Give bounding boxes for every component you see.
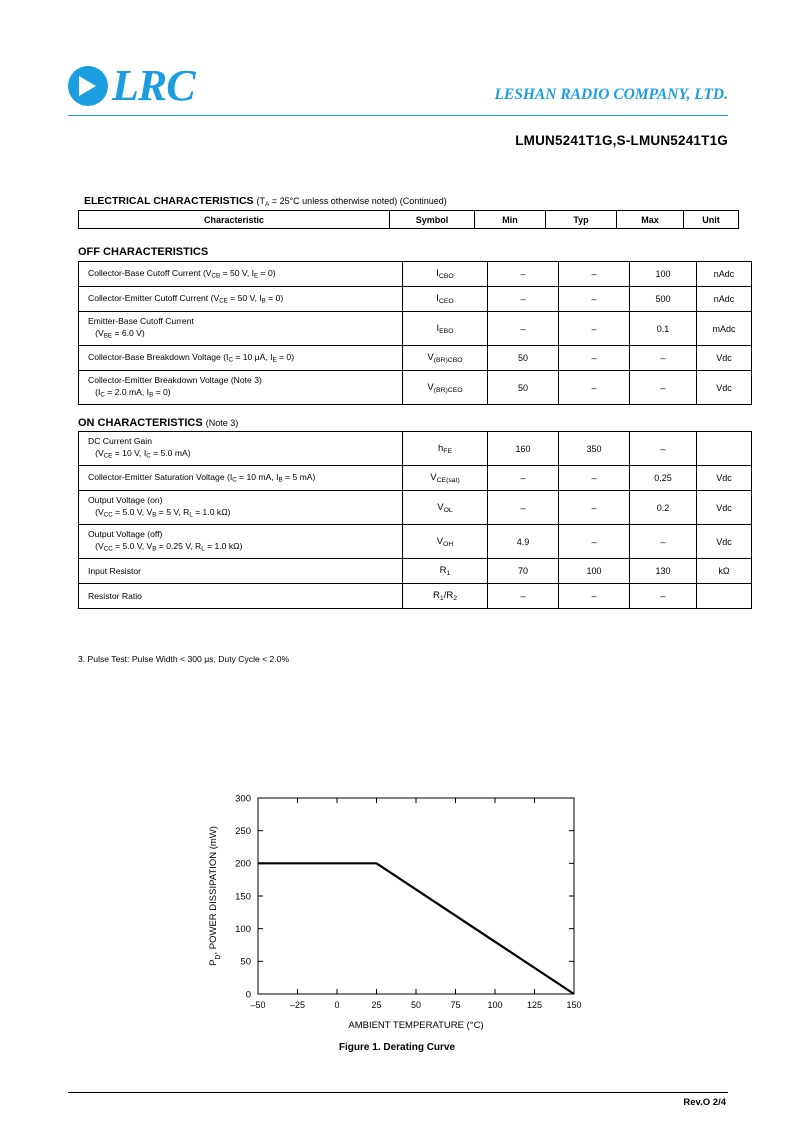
table-row bbox=[79, 371, 752, 405]
col-unit: Unit bbox=[684, 211, 739, 229]
x-tick-label: 100 bbox=[487, 1000, 503, 1010]
on-characteristics-title: ON CHARACTERISTICS (Note 3) bbox=[78, 417, 239, 429]
footer-divider bbox=[68, 1092, 728, 1093]
cell-typ: – bbox=[559, 584, 630, 609]
cell-characteristic: Collector-Emitter Saturation Voltage ($I_C = 10$ mA, $I_B = 5$ mA) bbox=[79, 466, 403, 491]
electrical-characteristics-title: ELECTRICAL CHARACTERISTICS ($T_A = 25^\circ C$ unless otherwise noted) (Continued) bbox=[84, 195, 447, 208]
table-row bbox=[79, 432, 752, 466]
cell-typ: – bbox=[559, 466, 630, 491]
cell-typ: – bbox=[559, 346, 630, 371]
cell-symbol: $h_{FE}$ bbox=[403, 432, 488, 466]
table-header-row bbox=[78, 210, 739, 229]
cell-characteristic: Collector-Emitter Cutoff Current ($V_{CE} = 50$ V, $I_B = 0$) bbox=[79, 287, 403, 312]
y-tick-label: 50 bbox=[240, 956, 251, 968]
table-row bbox=[79, 584, 752, 609]
cell-max: 130 bbox=[630, 559, 697, 584]
cell-symbol: $V_{CE(sat)}$ bbox=[403, 466, 488, 491]
cell-unit: Vdc bbox=[697, 371, 752, 405]
x-tick-label: –25 bbox=[289, 1000, 306, 1010]
cell-max: 0.25 bbox=[630, 466, 697, 491]
derating-curve-svg bbox=[196, 786, 596, 1046]
header-divider bbox=[68, 115, 728, 116]
chart-frame bbox=[258, 798, 574, 994]
col-min: Min bbox=[475, 211, 546, 229]
cell-unit: Vdc bbox=[697, 491, 752, 525]
cell-symbol: $R_1/R_2$ bbox=[403, 584, 488, 609]
table-row bbox=[79, 287, 752, 312]
figure-caption: Figure 1. Derating Curve bbox=[338, 1042, 456, 1053]
cell-symbol: $I_{CBO}$ bbox=[403, 262, 488, 287]
cell-symbol: $R_1$ bbox=[403, 559, 488, 584]
cell-min: – bbox=[488, 287, 559, 312]
cell-unit: nAdc bbox=[697, 287, 752, 312]
cell-min: 4.9 bbox=[488, 525, 559, 559]
table-row bbox=[79, 491, 752, 525]
table-row bbox=[79, 262, 752, 287]
y-tick-label: 150 bbox=[235, 891, 251, 903]
y-tick-label: 0 bbox=[245, 989, 251, 1001]
table-row bbox=[79, 312, 752, 346]
y-tick-label: 250 bbox=[235, 826, 251, 838]
cell-characteristic: DC Current Gain ($V_{CE} = 10$ V, $I_C = 5.0$ mA) bbox=[79, 432, 403, 466]
electrical-characteristics-subtitle: ($T_A = 25^\circ C$ unless otherwise noted) (Continued) bbox=[256, 196, 447, 208]
cell-max: – bbox=[630, 584, 697, 609]
cell-max: – bbox=[630, 525, 697, 559]
cell-symbol: $V_{(BR)CBO}$ bbox=[403, 346, 488, 371]
cell-characteristic: Input Resistor bbox=[79, 559, 403, 584]
off-characteristics-table bbox=[78, 261, 752, 405]
cell-characteristic: Output Voltage (off) ($V_{CC} = 5.0$ V, $V_B = 0.25$ V, $R_L = 1.0$ kΩ) bbox=[79, 525, 403, 559]
cell-typ: – bbox=[559, 491, 630, 525]
cell-min: 50 bbox=[488, 346, 559, 371]
derating-curve-chart bbox=[196, 786, 596, 1046]
cell-characteristic: Collector-Base Breakdown Voltage ($I_C = 10$ μA, $I_E = 0$) bbox=[79, 346, 403, 371]
cell-unit: Vdc bbox=[697, 525, 752, 559]
cell-typ: 100 bbox=[559, 559, 630, 584]
on-characteristics-note: (Note 3) bbox=[205, 418, 239, 428]
table-row bbox=[79, 346, 752, 371]
y-axis-label: $P_D$, POWER DISSIPATION (mW) bbox=[208, 826, 222, 966]
cell-typ: – bbox=[559, 262, 630, 287]
part-number: LMUN5241T1G,S-LMUN5241T1G bbox=[515, 133, 728, 148]
page-header bbox=[68, 58, 728, 118]
cell-max: 0.1 bbox=[630, 312, 697, 346]
cell-typ: – bbox=[559, 371, 630, 405]
cell-max: – bbox=[630, 432, 697, 466]
x-tick-label: 125 bbox=[526, 1000, 543, 1010]
footnote-3: 3. Pulse Test: Pulse Width < 300 μs, Duty Cycle < 2.0% bbox=[78, 654, 290, 664]
x-axis-label: AMBIENT TEMPERATURE (°C) bbox=[348, 1020, 484, 1031]
cell-characteristic: Resistor Ratio bbox=[79, 584, 403, 609]
y-tick-label: 100 bbox=[235, 924, 251, 936]
x-tick-label: 0 bbox=[334, 1000, 340, 1010]
cell-characteristic: Output Voltage (on) ($V_{CC} = 5.0$ V, $V_B = 5$ V, $R_L = 1.0$ kΩ) bbox=[79, 491, 403, 525]
cell-min: 70 bbox=[488, 559, 559, 584]
cell-symbol: $V_{OH}$ bbox=[403, 525, 488, 559]
col-symbol: Symbol bbox=[390, 211, 475, 229]
y-tick-label: 300 bbox=[235, 793, 251, 805]
col-typ: Typ bbox=[546, 211, 617, 229]
cell-symbol: $I_{CEO}$ bbox=[403, 287, 488, 312]
x-tick-label: 50 bbox=[410, 1000, 422, 1010]
cell-min: – bbox=[488, 466, 559, 491]
cell-symbol: $V_{OL}$ bbox=[403, 491, 488, 525]
y-tick-label: 200 bbox=[235, 858, 251, 870]
cell-unit: kΩ bbox=[697, 559, 752, 584]
x-tick-label: 75 bbox=[450, 1000, 461, 1010]
lrc-logo bbox=[68, 61, 195, 110]
cell-min: – bbox=[488, 312, 559, 346]
cell-min: – bbox=[488, 584, 559, 609]
cell-typ: – bbox=[559, 312, 630, 346]
cell-max: 100 bbox=[630, 262, 697, 287]
cell-symbol: $V_{(BR)CEO}$ bbox=[403, 371, 488, 405]
cell-min: – bbox=[488, 491, 559, 525]
cell-unit: Vdc bbox=[697, 466, 752, 491]
cell-unit: Vdc bbox=[697, 346, 752, 371]
on-characteristics-table bbox=[78, 431, 752, 609]
col-max: Max bbox=[617, 211, 684, 229]
cell-max: – bbox=[630, 346, 697, 371]
cell-characteristic: Emitter-Base Cutoff Current ($V_{BE} = 6.0$ V) bbox=[79, 312, 403, 346]
cell-min: 160 bbox=[488, 432, 559, 466]
logo-triangle-icon bbox=[68, 66, 108, 106]
cell-typ: 350 bbox=[559, 432, 630, 466]
cell-typ: – bbox=[559, 287, 630, 312]
cell-max: 0.2 bbox=[630, 491, 697, 525]
cell-typ: – bbox=[559, 525, 630, 559]
cell-max: 500 bbox=[630, 287, 697, 312]
table-row bbox=[79, 559, 752, 584]
cell-max: – bbox=[630, 371, 697, 405]
x-tick-label: –50 bbox=[250, 1000, 266, 1010]
cell-min: – bbox=[488, 262, 559, 287]
table-row bbox=[79, 525, 752, 559]
footer-revision: Rev.O 2/4 bbox=[683, 1097, 726, 1108]
company-name: LESHAN RADIO COMPANY, LTD. bbox=[494, 86, 728, 103]
cell-unit bbox=[697, 432, 752, 466]
off-characteristics-title: OFF CHARACTERISTICS bbox=[78, 246, 209, 258]
chart-series-line bbox=[258, 863, 574, 994]
x-tick-label: 150 bbox=[566, 1000, 582, 1010]
cell-unit bbox=[697, 584, 752, 609]
logo-text: LRC bbox=[112, 61, 195, 110]
cell-characteristic: Collector-Base Cutoff Current ($V_{CB} = 50$ V, $I_E = 0$) bbox=[79, 262, 403, 287]
cell-unit: mAdc bbox=[697, 312, 752, 346]
table-row bbox=[79, 466, 752, 491]
col-characteristic: Characteristic bbox=[79, 211, 390, 229]
cell-characteristic: Collector-Emitter Breakdown Voltage (Note 3) ($I_C = 2.0$ mA, $I_B = 0$) bbox=[79, 371, 403, 405]
cell-symbol: $I_{EBO}$ bbox=[403, 312, 488, 346]
cell-unit: nAdc bbox=[697, 262, 752, 287]
cell-min: 50 bbox=[488, 371, 559, 405]
x-tick-label: 25 bbox=[371, 1000, 382, 1010]
